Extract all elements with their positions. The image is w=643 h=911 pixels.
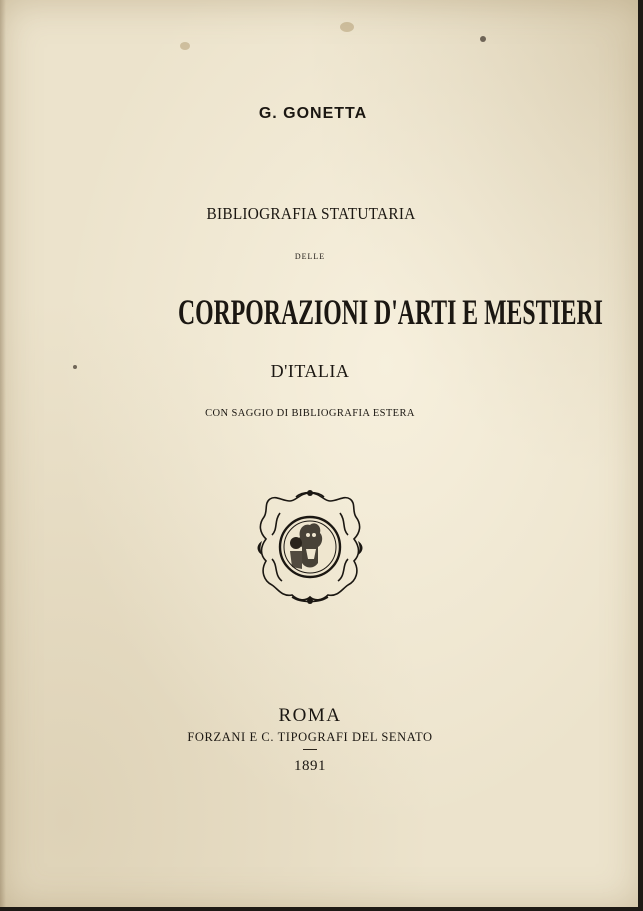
binding-shadow xyxy=(0,0,6,911)
foxing-spot xyxy=(340,22,354,32)
title-connector: DELLE xyxy=(294,252,326,261)
main-title: CORPORAZIONI D'ARTI E MESTIERI xyxy=(178,292,603,332)
foxing-spot xyxy=(73,365,77,369)
subtitle: CON SAGGIO DI BIBLIOGRAFIA ESTERA xyxy=(205,408,415,419)
foxing-spot xyxy=(480,36,486,42)
page-edge-right xyxy=(638,0,643,911)
divider-rule xyxy=(303,749,317,750)
publication-year: 1891 xyxy=(294,758,326,774)
title-place: D'ITALIA xyxy=(270,361,350,381)
title-line-1: BIBLIOGRAFIA STATUTARIA xyxy=(206,204,416,223)
publisher-name: FORZANI E C. TIPOGRAFI DEL SENATO xyxy=(187,730,433,744)
author-name: G. GONETTA xyxy=(258,105,368,122)
page-edge-bottom xyxy=(0,907,643,911)
foxing-spot xyxy=(180,42,190,50)
publication-city: ROMA xyxy=(278,705,342,726)
printer-emblem-icon xyxy=(256,489,364,605)
